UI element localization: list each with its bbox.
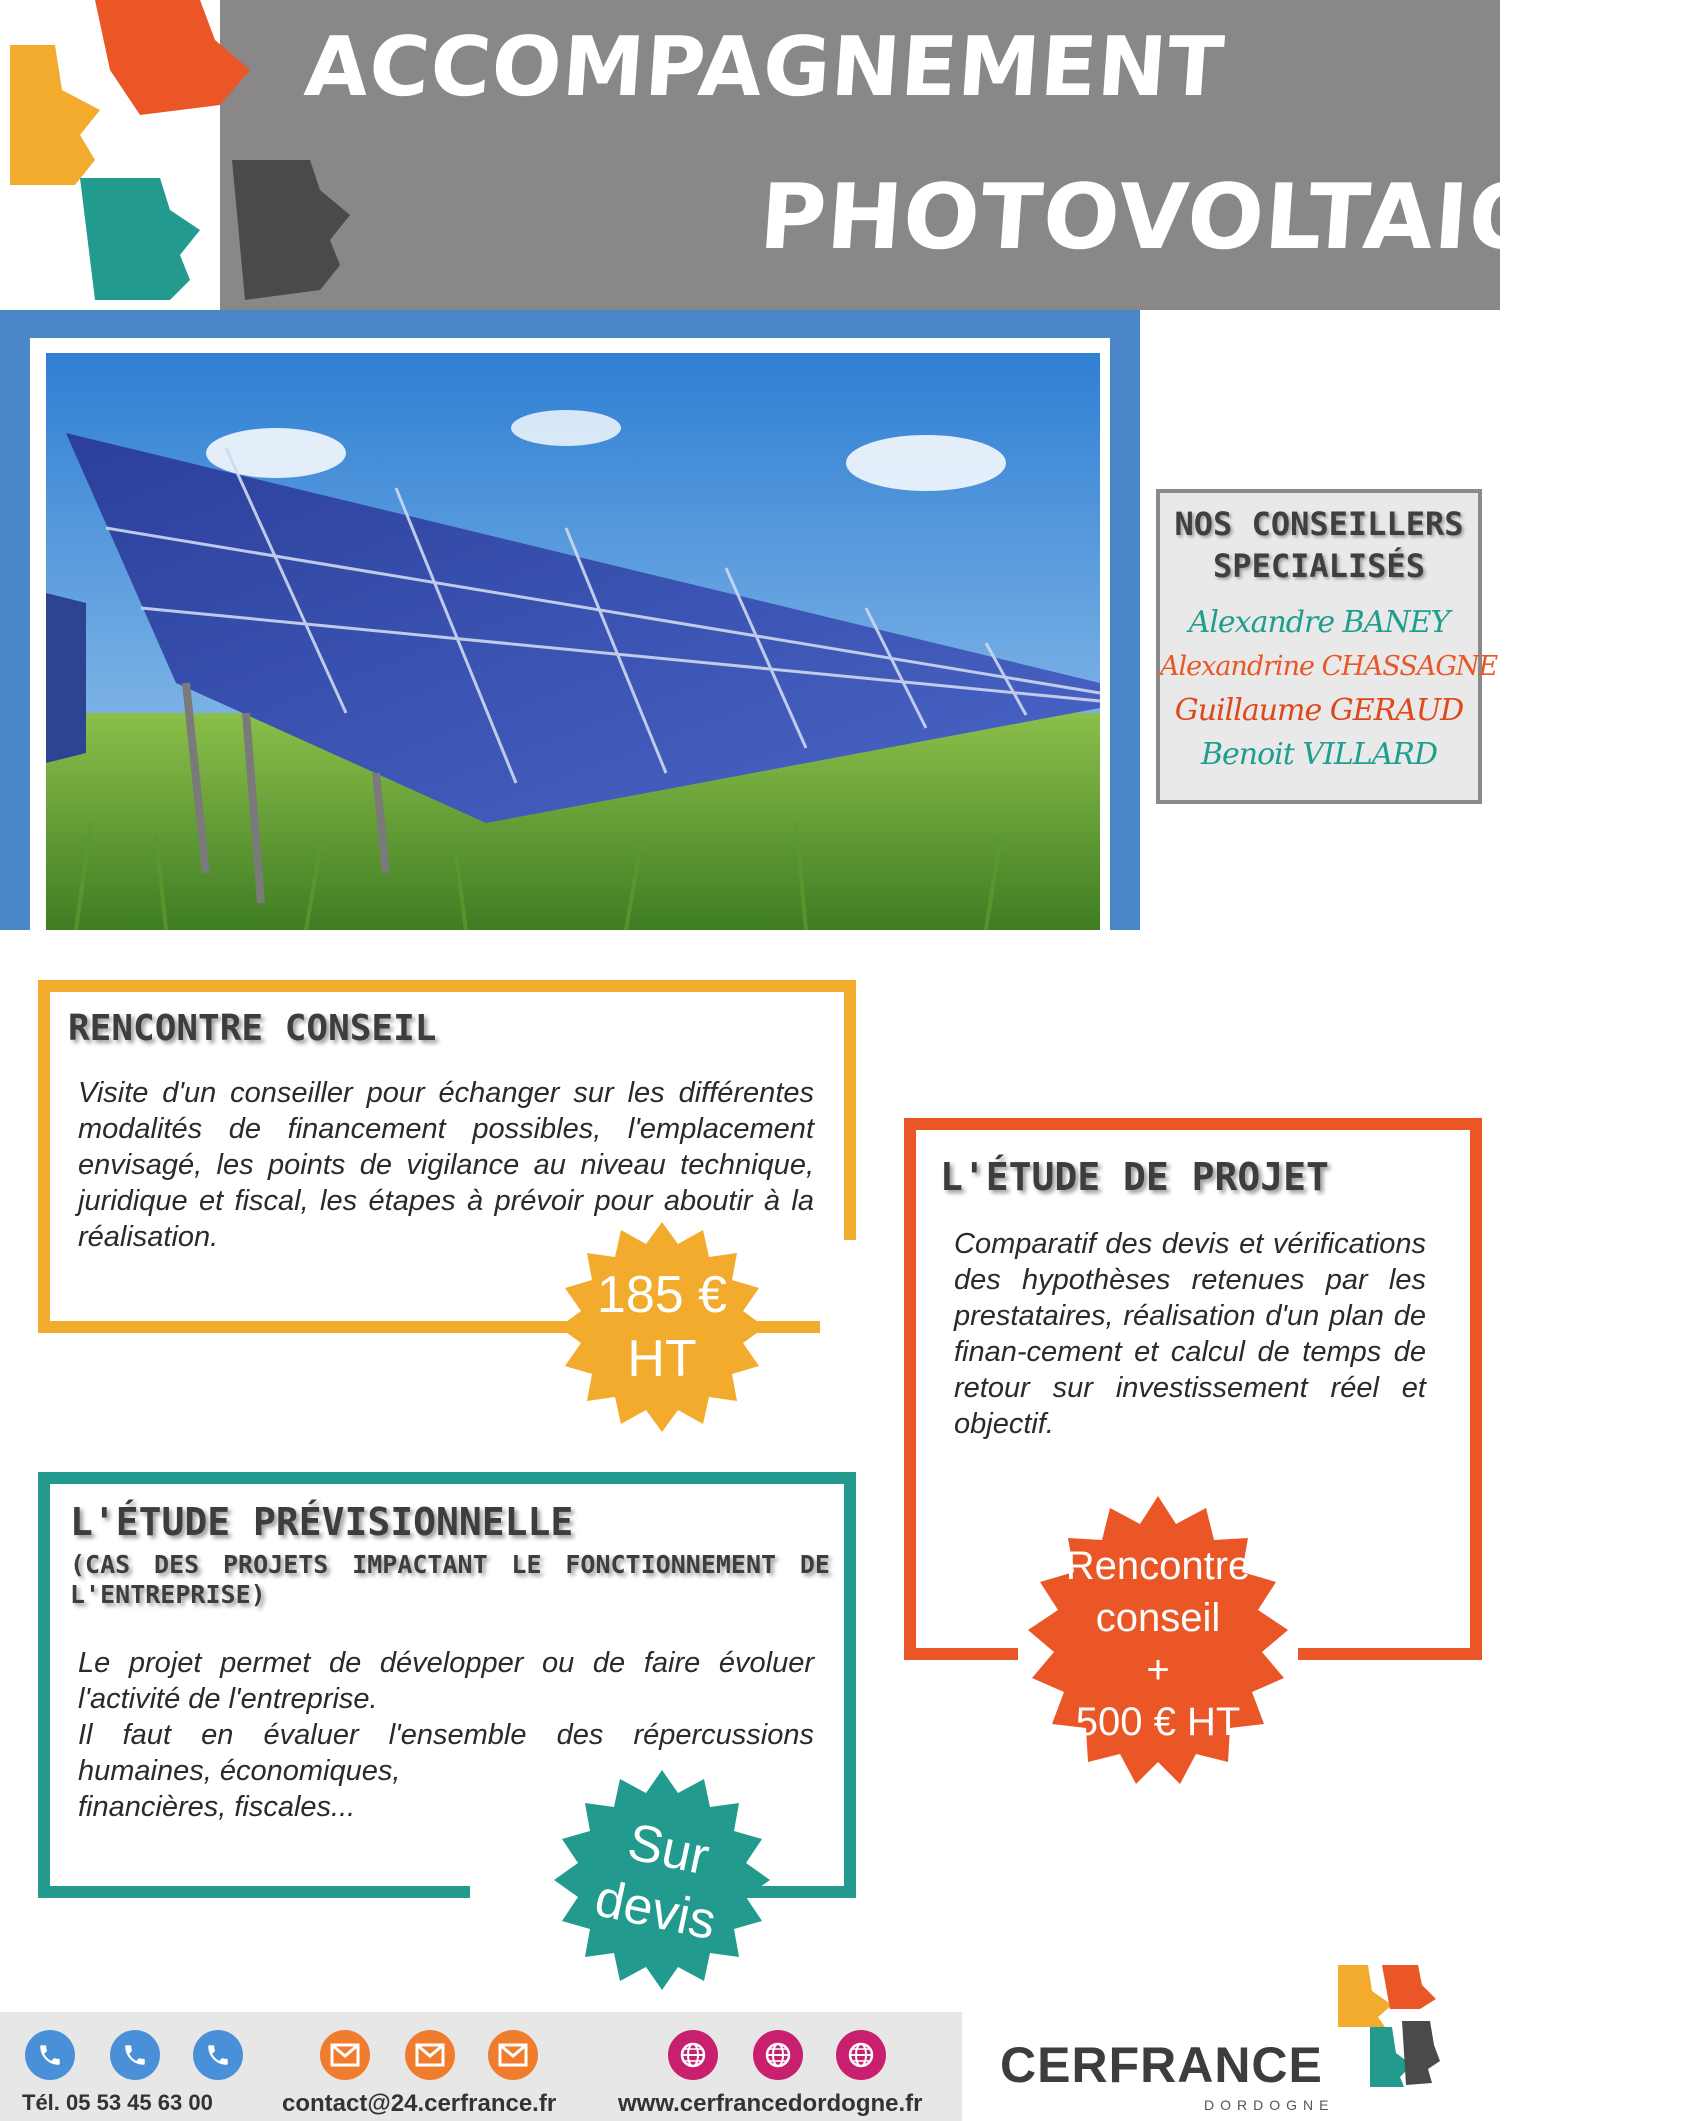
- mail-icon[interactable]: [320, 2030, 370, 2080]
- advisors-title: NOS CONSEILLERS SPECIALISÉS: [1174, 505, 1464, 585]
- globe-icon[interactable]: [753, 2030, 803, 2080]
- brand-name: CERFRANCE: [1000, 2037, 1323, 2093]
- badge-line: Rencontre: [1065, 1544, 1251, 1588]
- badge-line: +: [1146, 1648, 1170, 1692]
- globe-icon[interactable]: [668, 2030, 718, 2080]
- text-line: Il faut en évaluer l'ensemble des répercussions humaines, économiques,: [78, 1719, 814, 1787]
- text-line: financières, fiscales...: [78, 1791, 356, 1823]
- advisor-name: Alexandrine CHASSAGNE: [1160, 651, 1498, 682]
- text-line: Le projet permet de développer ou de faire évoluer l'activité de l'entreprise.: [78, 1647, 814, 1715]
- globe-icon[interactable]: [836, 2030, 886, 2080]
- etude-de-projet-text: Comparatif des devis et vérifications des hypothèses retenues par les prestataires, réalisation d'un plan de finan-cement et calcul de temps de retour sur investissement réel et objectif.: [954, 1228, 1426, 1440]
- footer-phone[interactable]: Tél. 05 53 45 63 00: [22, 2090, 213, 2115]
- page-title-line-1: ACCOMPAGNEMENT: [301, 20, 1228, 115]
- solar-panels-photo: [46, 353, 1100, 930]
- advisor-name: Guillaume GERAUD: [1174, 693, 1464, 728]
- price-badge-500: [1018, 1496, 1298, 1792]
- mail-icon[interactable]: [488, 2030, 538, 2080]
- etude-previsionnelle-subtitle: (CAS DES PROJETS IMPACTANT LE FONCTIONNEMENT DE L'ENTREPRISE): [70, 1550, 830, 1609]
- mail-icon[interactable]: [405, 2030, 455, 2080]
- advisors-box: [1156, 489, 1498, 804]
- badge-price: 185 €: [596, 1266, 728, 1324]
- advisor-name: Benoit VILLARD: [1200, 737, 1438, 772]
- rencontre-conseil-text: Visite d'un conseiller pour échanger sur les différentes modalités de financement possibles, l'emplacement envisagé, les points de vigilance au niveau technique, juridique et fiscal, les étapes à prévoir pour aboutir à la réalisation.: [78, 1077, 814, 1253]
- badge-price: 500 € HT: [1075, 1700, 1241, 1744]
- badge-unit: HT: [627, 1330, 697, 1388]
- box1-border-gap: [820, 1240, 880, 1340]
- phone-icon[interactable]: [193, 2030, 243, 2080]
- price-badge-sur-devis: [552, 1770, 772, 1990]
- etude-previsionnelle-title: L'ÉTUDE PRÉVISIONNELLE: [70, 1500, 574, 1544]
- brand-subtitle: DORDOGNE: [1204, 2097, 1335, 2113]
- footer-website[interactable]: www.cerfrancedordogne.fr: [618, 2090, 923, 2117]
- price-badge-185: [555, 1222, 769, 1432]
- badge-line: Sur: [622, 1812, 715, 1887]
- cerfrance-logo-small: [1330, 1965, 1440, 2090]
- badge-line: conseil: [1095, 1596, 1221, 1640]
- page-title-line-2: PHOTOVOLTAIQUE: [756, 165, 1687, 270]
- etude-de-projet-title: L'ÉTUDE DE PROJET: [940, 1155, 1329, 1199]
- footer-email[interactable]: contact@24.cerfrance.fr: [282, 2090, 557, 2117]
- rencontre-conseil-title: RENCONTRE CONSEIL: [68, 1008, 437, 1049]
- advisor-name: Alexandre BANEY: [1188, 605, 1450, 640]
- phone-icon[interactable]: [25, 2030, 75, 2080]
- phone-icon[interactable]: [110, 2030, 160, 2080]
- badge-line: devis: [590, 1869, 721, 1952]
